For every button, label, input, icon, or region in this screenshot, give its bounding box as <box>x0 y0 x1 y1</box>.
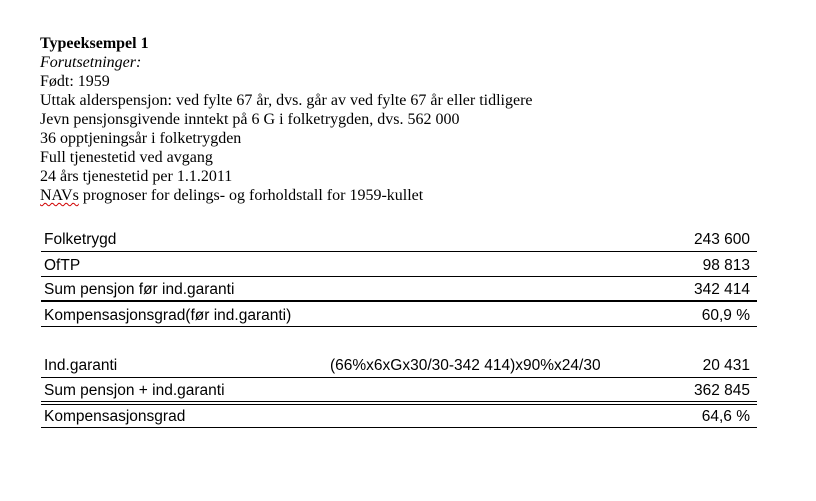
row-value: 98 813 <box>702 257 750 274</box>
row-divider <box>41 251 757 252</box>
row-value: 64,6 % <box>701 408 750 425</box>
assumption-line: 36 opptjeningsår i folketrygden <box>40 130 242 147</box>
row-label: Ind.garanti <box>44 357 118 374</box>
assumption-line: Født: 1959 <box>40 73 110 90</box>
row-formula: (66%x6xGx30/30-342 414)x90%x24/30 <box>330 357 601 374</box>
table-row <box>41 405 756 429</box>
assumption-line-text: prognoser for delings- og forholdstall for 1959-kullet <box>78 187 424 204</box>
row-divider-thick <box>41 300 757 302</box>
row-value: 362 845 <box>693 382 750 399</box>
assumption-line: 24 års tjenestetid per 1.1.2011 <box>40 168 233 185</box>
row-label: Sum pensjon før ind.garanti <box>44 281 235 298</box>
table-row <box>41 379 756 403</box>
assumption-line: Full tjenestetid ved avgang <box>40 149 213 166</box>
row-label: OfTP <box>44 257 81 274</box>
table-row <box>41 304 756 328</box>
spellcheck-flagged-word[interactable]: NAVs <box>40 187 79 204</box>
row-divider <box>41 326 757 327</box>
table-row <box>41 228 756 252</box>
row-value: 20 431 <box>702 357 750 374</box>
table-row <box>41 354 756 378</box>
assumption-line <box>40 186 533 205</box>
row-label: Kompensasjonsgrad <box>44 408 186 425</box>
row-label: Sum pensjon + ind.garanti <box>44 382 225 399</box>
assumptions-block <box>40 34 533 205</box>
row-label: Folketrygd <box>44 231 117 248</box>
example-title: Typeeksempel 1 <box>40 35 149 52</box>
row-value: 60,9 % <box>701 307 750 324</box>
row-divider <box>41 427 757 428</box>
row-label: Kompensasjonsgrad(før ind.garanti) <box>44 307 292 324</box>
row-divider <box>41 276 757 277</box>
row-divider <box>41 377 757 378</box>
assumption-line: Jevn pensjonsgivende inntekt på 6 G i folketrygden, dvs. 562 000 <box>40 111 460 128</box>
row-value: 243 600 <box>693 231 750 248</box>
row-value: 342 414 <box>693 281 750 298</box>
assumption-line: Uttak alderspensjon: ved fylte 67 år, dvs. går av ved fylte 67 år eller tidligere <box>40 92 533 109</box>
assumptions-heading: Forutsetninger: <box>40 54 142 71</box>
table-row <box>41 278 756 302</box>
table-row <box>41 254 756 278</box>
